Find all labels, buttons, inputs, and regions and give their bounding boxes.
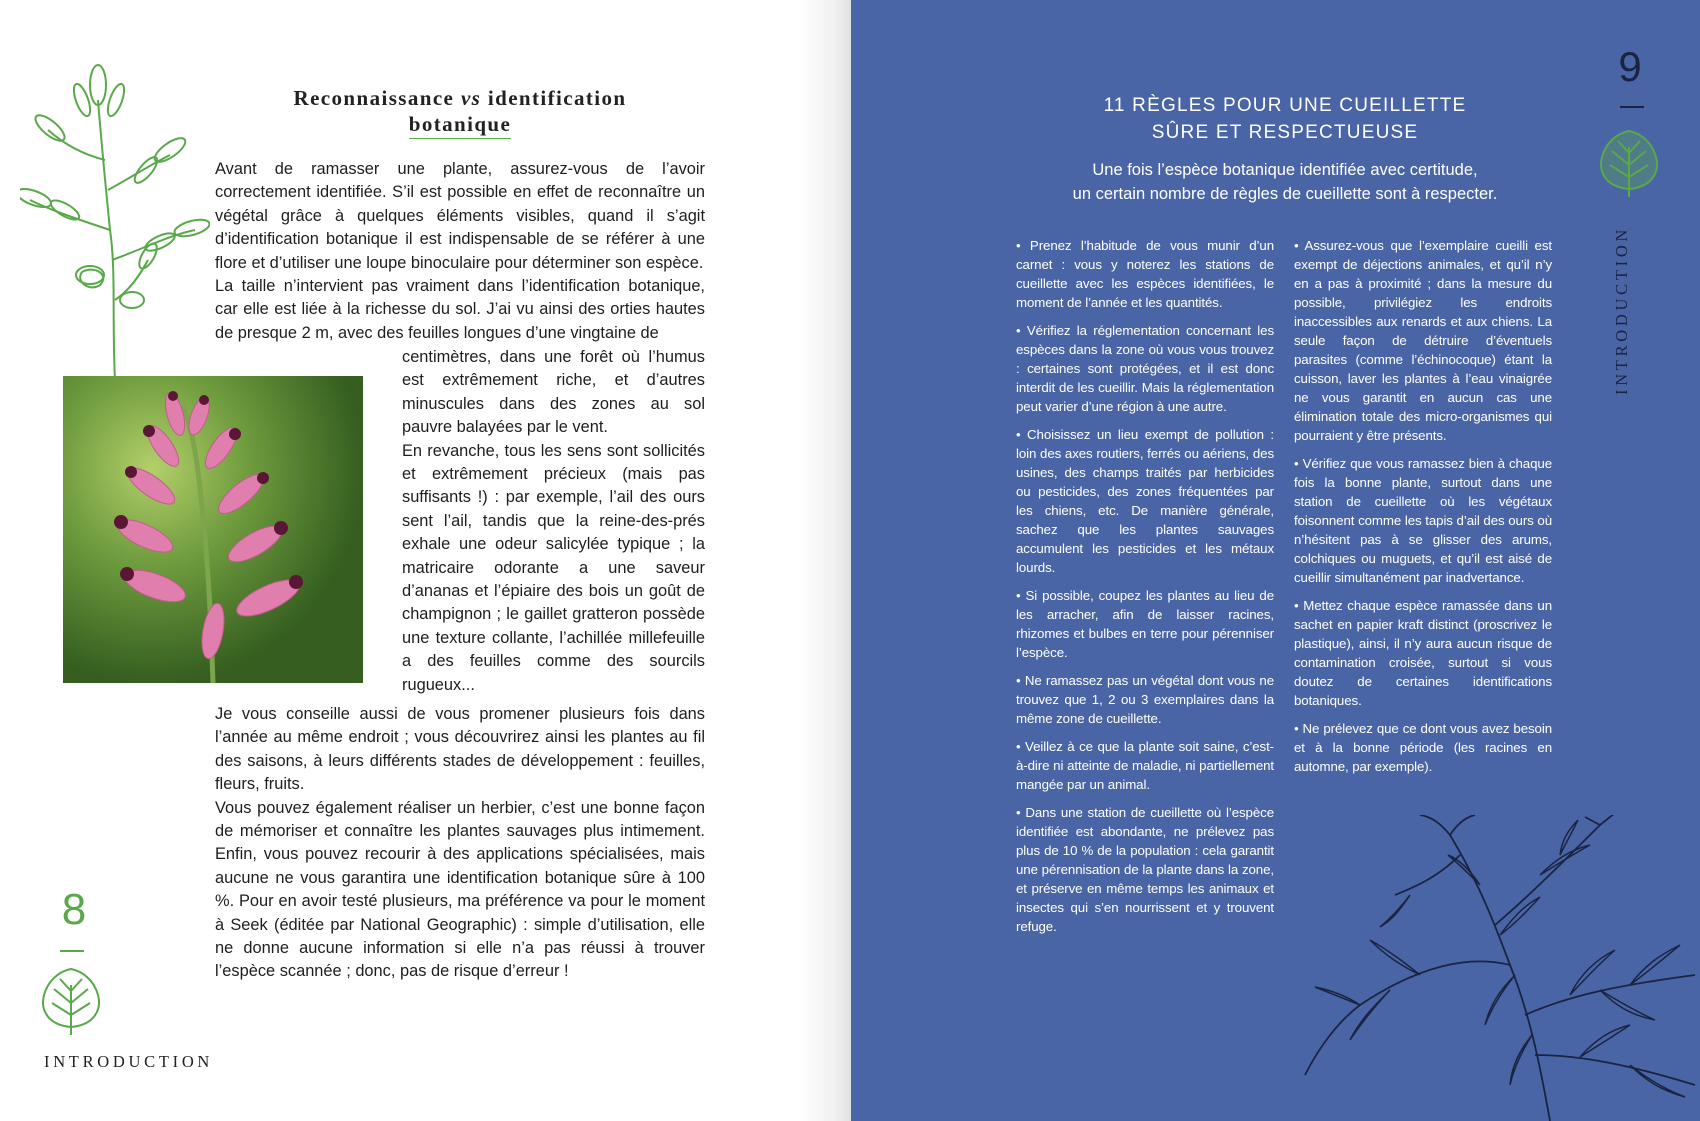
fumitory-flower-photo <box>63 376 363 683</box>
fumitory-sprig-illustration <box>20 60 210 380</box>
rule-item: • Vérifiez la réglementation concernant les espèces dans la zone où vous vous trouvez : certaines sont protégées, et il est donc interdit de les cueillir. Mais la réglementation peut varier d’une région à une autre. <box>1016 323 1274 414</box>
body-paragraph: Avant de ramasser une plante, assurez-vous de l’avoir correctement identifiée. S’il est possible en effet de reconnaître un végétal grâce à quelques éléments visibles, quand il s’agit d’identification botanique il est indispensable de se référer à une flore et d’utiliser une loupe binoculaire pour déterminer son espèce. La taille n’intervient pas vraiment dans l’identification botanique, car elle est liée à la richesse du sol. J’ai vu ainsi des orties hautes de presque 2 m, avec des feuilles longues d’une vingtaine de <box>215 160 705 342</box>
rule-item: • Si possible, coupez les plantes au lieu de les arracher, afin de laisser racines, rhizomes et bulbes en terre pour pérenniser l’espèce. <box>1016 588 1274 660</box>
page-number-rule <box>1620 106 1644 108</box>
left-page-title: Reconnaissance vs identification botanique <box>270 85 650 139</box>
rule-item: • Mettez chaque espèce ramassée dans un sachet en papier kraft distinct (proscrivez le plastique), ainsi, il n’y aura aucun risque de contamination croisée, surtout si vous doutez de certaines identifications botaniques. <box>1294 598 1552 708</box>
rule-item: • Assurez-vous que l’exemplaire cueilli est exempt de déjections animales, et qu’il n’y en a pas à proximité ; dans la mesure du possible, privilégiez les endroits inaccessibles aux renards et aux chiens. La seule façon de détruire d’éventuels parasites (comme l’échinocoque) étant la cuisson, laver les plantes à l’eau vinaigrée ne vous garantit en aucun cas une élimination totale des micro-organismes qui pourraient y être présents. <box>1294 238 1552 443</box>
body-paragraph: Je vous conseille aussi de vous promener plusieurs fois dans l’année au même endroit ; vous découvrirez ainsi les plantes au fil des saisons, à leurs différents stades de développement : feuilles, fleurs, fruits. Vous pouvez également réaliser un herbier, c’est une bonne façon de mémoriser et connaître les plantes sauvages plus intimement. Enfin, vous pouvez recourir à des applications spécialisées, mais aucune ne vous garantira une identification botanique sûre à 100 %. Pour en avoir testé plusieurs, ma préférence va pour le moment à Seek (éditée par National Geographic) : simple d’utilisation, elle ne donne aucune information si elle n’a pas réussi à trouver l’espèce scannée ; donc, pas de risque d’erreur ! <box>215 705 705 981</box>
rule-item: • Dans une station de cueillette où l’espèce identifiée est abondante, ne prélevez pas plus de 10 % de la population : cela garantit une pérennisation de la plante dans la zone, et préserve en même temps les animaux et insectes qui s’en nourrissent et y trouvent refuge. <box>1016 805 1274 934</box>
page-number: 9 <box>1618 43 1642 90</box>
page-number-rule <box>60 950 84 952</box>
leaf-icon <box>38 965 104 1037</box>
book-gutter-shadow <box>800 0 851 1121</box>
rule-item: • Ne prélevez que ce dont vous avez besoin et à la bonne période (les racines en automne, par exemple). <box>1294 721 1552 774</box>
rule-item: • Ne ramassez pas un végétal dont vous ne trouvez que 1, 2 ou 3 exemplaires dans la même zone de cueillette. <box>1016 673 1274 726</box>
rule-item: • Prenez l’habitude de vous munir d’un carnet : vous y noterez les stations de cueillette avec les espèces identifiées, le moment de l’année et les quantités. <box>1016 238 1274 310</box>
section-label: INTRODUCTION <box>44 1052 214 1071</box>
rule-item: • Veillez à ce que la plante soit saine, c’est-à-dire ni atteinte de maladie, ni partiellement mangée par un animal. <box>1016 739 1274 792</box>
branch-illustration <box>1300 815 1700 1121</box>
rule-item: • Choisissez un lieu exempt de pollution : loin des axes routiers, ferrés ou aériens, des usines, des champs traités par herbicides ou pesticides, des zones fréquentées par les chiens, etc. De manière générale, sachez que les plantes sauvages accumulent les pesticides et les métaux lourds. <box>1016 427 1274 575</box>
body-paragraph-narrow: centimètres, dans une forêt où l’humus est extrêmement riche, et d’autres minuscules dans des zones au sol pauvre balayées par le vent. En revanche, tous les sens sont sollicités et extrêmement précieux (mais pas suffisants !) : par exemple, l’ail des ours sent l’ail, tandis que la reine-des-prés exhale une odeur salicylée typique ; la matricaire odorante a une saveur d’ananas et l’épiaire des bois un goût de champignon ; le gaillet gratteron possède une texture collante, l’achillée millefeuille a des feuilles comme des sourcils rugueux... <box>402 348 705 694</box>
right-page-title: 11 RÈGLES POUR UNE CUEILLETTE SÛRE ET RESPECTUEUSE <box>1103 95 1467 143</box>
rules-column-2 <box>1294 236 1552 785</box>
section-label-vertical: INTRODUCTION <box>1612 225 1631 395</box>
right-page-intro: Une fois l’espèce botanique identifiée avec certitude, un certain nombre de règles de cueillette sont à respecter. <box>1072 161 1498 203</box>
rule-item: • Vérifiez que vous ramassez bien à chaque fois la bonne plante, surtout dans une station de cueillette où les végétaux foisonnent comme les tapis d’ail des ours où n’hésitent pas à se glisser des arums, colchiques ou muguets, et qu’il est aisé de cueillir simultanément par inadvertance. <box>1294 456 1552 585</box>
leaf-icon <box>1596 127 1662 199</box>
rules-column-1 <box>1016 236 1274 945</box>
page-number: 8 <box>61 885 87 934</box>
